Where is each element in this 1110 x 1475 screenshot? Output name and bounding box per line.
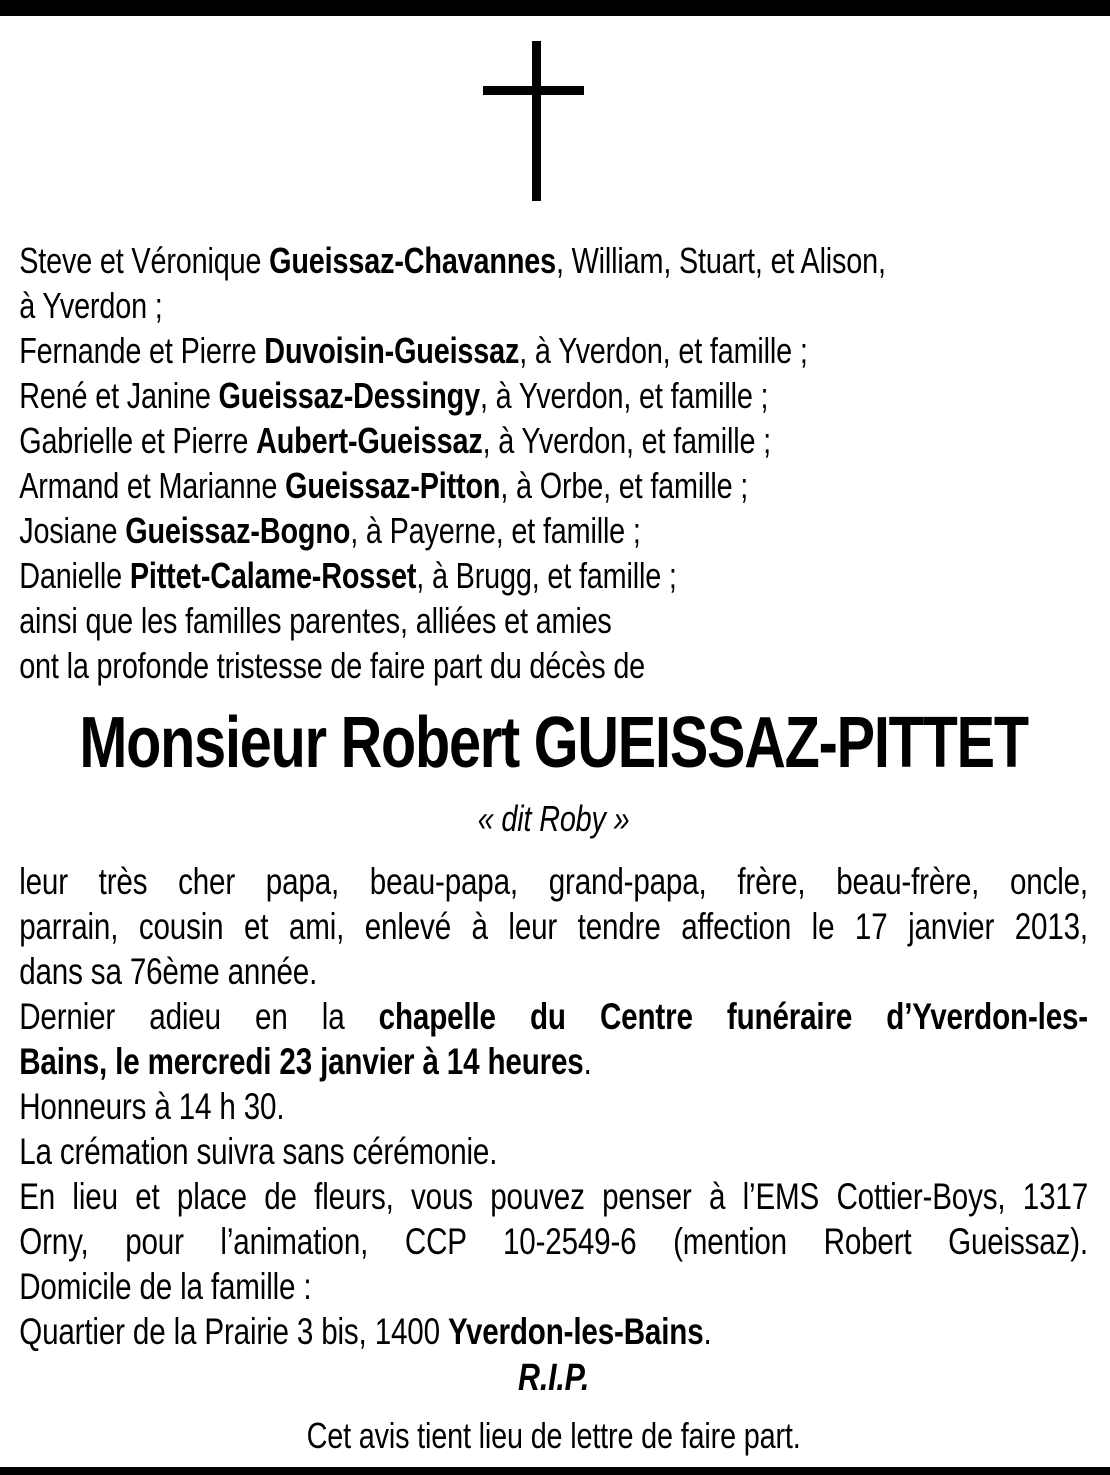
- family-name-text: , à Payerne, et famille ;: [350, 510, 641, 551]
- announcement-line: [19, 1309, 1088, 1354]
- bottom-border-bar: [0, 1467, 1110, 1475]
- page-title: Monsieur Robert GUEISSAZ-PITTET: [79, 703, 1028, 783]
- announcement-text: .: [703, 1311, 712, 1352]
- announcement-text: dans sa 76ème année.: [19, 951, 318, 992]
- announcement-text: Quartier de la Prairie 3 bis, 1400: [19, 1311, 448, 1352]
- family-surname: Aubert-Gueissaz: [256, 420, 483, 461]
- announcement-text: En lieu et place de fleurs, vous pouvez penser à l’EMS Cottier-Boys, 1317: [19, 1176, 1089, 1217]
- family-name-text: Steve et Véronique: [19, 240, 270, 281]
- family-name-text: Danielle: [19, 555, 130, 596]
- funeral-location-text: chapelle du Centre funéraire d’Yverdon-les-: [378, 996, 1089, 1037]
- family-name-text: René et Janine: [19, 375, 219, 416]
- family-line: [19, 598, 1088, 643]
- announcement-line: [19, 1129, 1088, 1174]
- rip-text: R.I.P.: [518, 1357, 590, 1399]
- family-domicile-city: Yverdon-les-Bains: [447, 1311, 704, 1352]
- family-name-text: , à Orbe, et famille ;: [500, 465, 749, 506]
- family-line: [19, 328, 1088, 373]
- deceased-nickname: « dit Roby »: [477, 798, 630, 839]
- family-surname: Gueissaz-Chavannes: [269, 240, 556, 281]
- family-name-text: , à Yverdon, et famille ;: [519, 330, 808, 371]
- family-line: [19, 238, 1088, 283]
- announcement-block: [19, 859, 1088, 1354]
- funeral-datetime-text: Bains, le mercredi 23 janvier à 14 heures: [19, 1041, 584, 1082]
- family-surname: Gueissaz-Dessingy: [218, 375, 480, 416]
- announcement-line: [19, 994, 1088, 1039]
- memorial-cross-icon: [483, 41, 584, 201]
- announcement-line: [19, 1174, 1088, 1219]
- notice-content: [0, 238, 1110, 1458]
- family-surname: Gueissaz-Pitton: [285, 465, 501, 506]
- family-surname: Gueissaz-Bogno: [125, 510, 351, 551]
- family-name-text: Fernande et Pierre: [19, 330, 265, 371]
- announcement-text: Domicile de la famille :: [19, 1266, 312, 1307]
- family-name-text: ainsi que les familles parentes, alliées et amies: [19, 600, 612, 641]
- announcement-line: [19, 859, 1088, 904]
- family-line: [19, 283, 1088, 328]
- announcement-text: Dernier adieu en la: [19, 996, 379, 1037]
- family-name-text: à Yverdon ;: [19, 285, 163, 326]
- announcement-line: [19, 1039, 1088, 1084]
- family-name-text: Armand et Marianne: [19, 465, 286, 506]
- announcement-text: parrain, cousin et ami, enlevé à leur tendre affection le 17 janvier 2013,: [19, 906, 1089, 947]
- family-surname: Pittet-Calame-Rosset: [129, 555, 417, 596]
- family-line: [19, 463, 1088, 508]
- family-name-text: , à Brugg, et famille ;: [416, 555, 677, 596]
- cross-vertical-stroke: [532, 41, 541, 201]
- announcement-line: [19, 1219, 1088, 1264]
- family-list: [19, 238, 1088, 688]
- announcement-line: [19, 949, 1088, 994]
- closing-statement: Cet avis tient lieu de lettre de faire part.: [306, 1415, 801, 1456]
- family-name-text: Gabrielle et Pierre: [19, 420, 257, 461]
- announcement-text: La crémation suivra sans cérémonie.: [19, 1131, 498, 1172]
- announcement-line: [19, 1264, 1088, 1309]
- family-line: [19, 373, 1088, 418]
- family-line: [19, 508, 1088, 553]
- announcement-text: leur très cher papa, beau-papa, grand-papa, frère, beau-frère, oncle,: [19, 861, 1089, 902]
- announcement-text: .: [583, 1041, 592, 1082]
- announcement-text: Honneurs à 14 h 30.: [19, 1086, 285, 1127]
- family-line: [19, 643, 1088, 688]
- family-line: [19, 553, 1088, 598]
- family-name-text: Josiane: [19, 510, 126, 551]
- top-border-bar: [0, 0, 1110, 16]
- announcement-line: [19, 1084, 1088, 1129]
- family-name-text: , à Yverdon, et famille ;: [479, 375, 769, 416]
- family-name-text: ont la profonde tristesse de faire part du décès de: [19, 645, 646, 686]
- family-surname: Duvoisin-Gueissaz: [264, 330, 520, 371]
- family-name-text: , William, Stuart, et Alison,: [555, 240, 886, 281]
- announcement-line: [19, 904, 1088, 949]
- family-line: [19, 418, 1088, 463]
- family-name-text: , à Yverdon, et famille ;: [482, 420, 772, 461]
- announcement-text: Orny, pour l’animation, CCP 10-2549-6 (mention Robert Gueissaz).: [19, 1221, 1089, 1262]
- cross-horizontal-stroke: [483, 86, 584, 95]
